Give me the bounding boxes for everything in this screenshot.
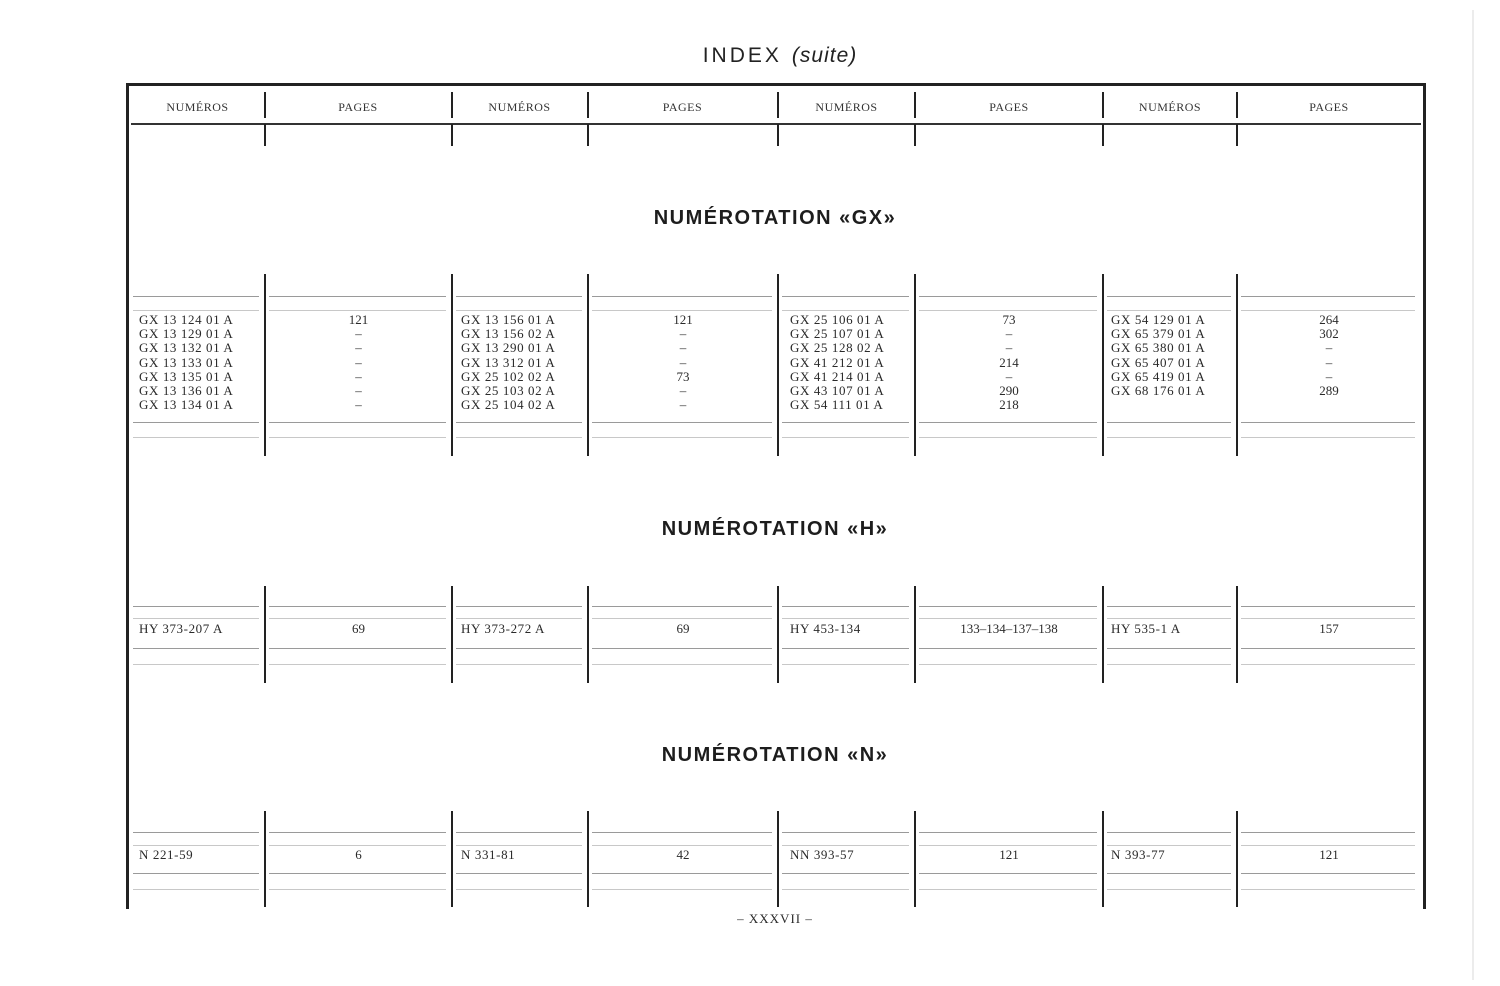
numeros-cell xyxy=(1111,622,1232,636)
row-rule xyxy=(133,648,259,649)
page-reference: – xyxy=(355,326,362,342)
row-rule xyxy=(919,889,1097,890)
row-rule xyxy=(782,889,909,890)
page-reference: – xyxy=(679,326,687,342)
row-rule xyxy=(456,422,582,423)
row-rule xyxy=(1107,422,1231,423)
page-reference: 69 xyxy=(352,621,365,636)
row-rule xyxy=(592,648,772,649)
header-column-stub xyxy=(451,124,453,146)
row-rule xyxy=(1107,664,1231,665)
part-number: N 221-59 xyxy=(139,847,194,862)
pages-cell xyxy=(1238,848,1420,862)
row-rule xyxy=(592,845,772,846)
page-reference: 290 xyxy=(999,383,1019,399)
row-rule xyxy=(1241,832,1415,833)
header-numeros-2: NUMÉROS xyxy=(488,100,551,114)
row-rule xyxy=(919,296,1097,297)
row-rule xyxy=(133,296,259,297)
pages-cell xyxy=(589,622,777,636)
row-rule xyxy=(592,889,772,890)
header-column-divider xyxy=(1102,92,1104,118)
page-reference: – xyxy=(1005,326,1013,342)
row-rule xyxy=(782,606,909,607)
page-reference: 218 xyxy=(999,397,1019,413)
numeros-cell xyxy=(139,848,260,862)
page-reference: 264 xyxy=(1319,312,1339,327)
column-divider xyxy=(1102,811,1104,907)
page-reference: 133–134–137–138 xyxy=(960,621,1058,636)
row-rule xyxy=(782,832,909,833)
part-number: GX 13 135 01 A xyxy=(139,368,234,384)
part-number: GX 54 129 01 A xyxy=(1111,312,1206,327)
row-rule xyxy=(919,873,1097,874)
row-rule xyxy=(919,437,1097,438)
row-rule xyxy=(269,648,446,649)
part-number: GX 13 134 01 A xyxy=(139,397,234,413)
row-rule xyxy=(1107,889,1231,890)
row-rule xyxy=(592,832,772,833)
header-pages-3: PAGES xyxy=(989,100,1029,114)
row-rule xyxy=(782,845,909,846)
row-rule xyxy=(1241,310,1415,311)
section-title: NUMÉROTATION «H» xyxy=(661,518,889,540)
header-numeros-4: NUMÉROS xyxy=(1138,100,1202,114)
row-rule xyxy=(1241,618,1415,619)
header-column-divider xyxy=(451,92,453,118)
pages-cell xyxy=(916,622,1102,636)
part-number: GX 13 136 01 A xyxy=(139,383,234,399)
pages-cell xyxy=(266,313,451,412)
row-rule xyxy=(1107,845,1231,846)
page-reference: – xyxy=(1005,368,1013,384)
row-rule xyxy=(269,664,446,665)
row-rule xyxy=(1241,648,1415,649)
part-number: GX 13 156 02 A xyxy=(461,326,556,342)
page-reference: – xyxy=(679,397,687,413)
row-rule xyxy=(1107,606,1231,607)
row-rule xyxy=(133,422,259,423)
part-number: GX 65 407 01 A xyxy=(1111,354,1206,370)
page-title xyxy=(0,44,1500,68)
row-rule xyxy=(782,422,909,423)
row-rule xyxy=(592,310,772,311)
part-number: GX 13 312 01 A xyxy=(461,354,556,370)
row-rule xyxy=(1107,648,1231,649)
row-rule xyxy=(592,422,772,423)
page-reference: – xyxy=(355,368,362,384)
part-number: GX 25 106 01 A xyxy=(790,312,885,327)
row-rule xyxy=(269,873,446,874)
row-rule xyxy=(592,618,772,619)
page-reference: 289 xyxy=(1319,383,1339,399)
row-rule xyxy=(1107,437,1231,438)
row-rule xyxy=(919,664,1097,665)
row-rule xyxy=(1241,873,1415,874)
row-rule xyxy=(1107,832,1231,833)
header-numeros-1: NUMÉROS xyxy=(166,100,229,114)
row-rule xyxy=(592,296,772,297)
page-reference: – xyxy=(1325,340,1333,356)
pages-cell xyxy=(1238,313,1420,398)
column-divider xyxy=(451,811,453,907)
pages-cell xyxy=(266,848,451,862)
column-divider xyxy=(777,811,779,907)
pages-cell xyxy=(589,848,777,862)
pages-cell xyxy=(916,313,1102,412)
row-rule xyxy=(269,310,446,311)
page-reference: 121 xyxy=(1319,847,1339,862)
numeros-cell xyxy=(1111,848,1232,862)
row-rule xyxy=(782,873,909,874)
part-number: HY 373-207 A xyxy=(139,621,223,636)
row-rule xyxy=(919,310,1097,311)
row-rule xyxy=(919,845,1097,846)
page-reference: – xyxy=(1325,368,1333,384)
column-divider xyxy=(777,274,779,456)
row-rule xyxy=(1107,618,1231,619)
part-number: GX 65 380 01 A xyxy=(1111,340,1206,356)
part-number: N 331-81 xyxy=(461,847,516,862)
row-rule xyxy=(919,422,1097,423)
row-rule xyxy=(456,606,582,607)
row-rule xyxy=(919,832,1097,833)
part-number: GX 65 419 01 A xyxy=(1111,368,1206,384)
row-rule xyxy=(456,437,582,438)
part-number: HY 373-272 A xyxy=(461,621,545,636)
row-rule xyxy=(133,437,259,438)
section-title: NUMÉROTATION «GX» xyxy=(653,207,897,229)
row-rule xyxy=(269,422,446,423)
part-number: N 393-77 xyxy=(1111,847,1166,862)
header-column-divider xyxy=(777,92,779,118)
pages-cell xyxy=(266,622,451,636)
page-reference: 121 xyxy=(999,847,1019,862)
page-reference: – xyxy=(679,340,687,356)
row-rule xyxy=(133,889,259,890)
row-rule xyxy=(782,310,909,311)
numeros-cell xyxy=(139,313,260,412)
row-rule xyxy=(456,618,582,619)
section-title: NUMÉROTATION «N» xyxy=(661,744,889,766)
header-column-stub xyxy=(777,124,779,146)
row-rule xyxy=(1241,664,1415,665)
row-rule xyxy=(1241,889,1415,890)
header-column-stub xyxy=(1236,124,1238,146)
part-number: GX 25 128 02 A xyxy=(790,340,885,356)
row-rule xyxy=(919,606,1097,607)
part-number: GX 41 214 01 A xyxy=(790,368,885,384)
page-edge-shadow xyxy=(1472,10,1474,980)
row-rule xyxy=(456,664,582,665)
numeros-cell xyxy=(461,622,583,636)
row-rule xyxy=(269,437,446,438)
row-rule xyxy=(1107,296,1231,297)
row-rule xyxy=(782,648,909,649)
row-rule xyxy=(456,310,582,311)
numeros-cell xyxy=(1111,313,1232,398)
part-number: GX 65 379 01 A xyxy=(1111,326,1206,342)
title-suffix: (suite) xyxy=(791,44,858,67)
row-rule xyxy=(1107,873,1231,874)
part-number: GX 41 212 01 A xyxy=(790,354,885,370)
row-rule xyxy=(269,296,446,297)
header-column-stub xyxy=(264,124,266,146)
header-column-divider xyxy=(587,92,589,118)
row-rule xyxy=(1241,437,1415,438)
numeros-cell xyxy=(139,622,260,636)
row-rule xyxy=(1241,296,1415,297)
row-rule xyxy=(269,606,446,607)
row-rule xyxy=(782,437,909,438)
part-number: GX 68 176 01 A xyxy=(1111,383,1206,399)
page-reference: 73 xyxy=(676,368,690,384)
header-pages-4: PAGES xyxy=(1309,100,1349,114)
header-column-stub xyxy=(1102,124,1104,146)
row-rule xyxy=(133,606,259,607)
page-reference: – xyxy=(679,383,687,399)
row-rule xyxy=(269,832,446,833)
part-number: GX 54 111 01 A xyxy=(790,397,884,413)
row-rule xyxy=(269,889,446,890)
numeros-cell xyxy=(461,313,583,412)
page-number-footer: – XXXVII – xyxy=(737,911,813,926)
row-rule xyxy=(919,618,1097,619)
row-rule xyxy=(1107,310,1231,311)
row-rule xyxy=(782,618,909,619)
row-rule xyxy=(592,606,772,607)
row-rule xyxy=(456,845,582,846)
page-reference: – xyxy=(355,397,362,413)
part-number: GX 25 104 02 A xyxy=(461,397,556,413)
column-divider xyxy=(1102,274,1104,456)
table-header xyxy=(131,90,1421,125)
part-number: GX 43 107 01 A xyxy=(790,383,885,399)
page-reference: – xyxy=(355,383,362,399)
part-number: GX 25 102 02 A xyxy=(461,368,556,384)
pages-cell xyxy=(916,848,1102,862)
part-number: GX 13 124 01 A xyxy=(139,312,234,327)
part-number: GX 13 132 01 A xyxy=(139,340,234,356)
part-number: HY 535-1 A xyxy=(1111,621,1181,636)
header-column-divider xyxy=(914,92,916,118)
page-reference: 69 xyxy=(676,621,690,636)
page-reference: – xyxy=(679,354,687,370)
page-reference: 42 xyxy=(676,847,690,862)
page-reference: 214 xyxy=(999,354,1019,370)
page-reference: 73 xyxy=(1002,312,1016,327)
numeros-cell xyxy=(461,848,583,862)
header-column-stub xyxy=(587,124,589,146)
page-reference: 302 xyxy=(1319,326,1339,342)
row-rule xyxy=(592,664,772,665)
row-rule xyxy=(1241,845,1415,846)
part-number: NN 393-57 xyxy=(790,847,855,862)
column-divider xyxy=(777,586,779,683)
numeros-cell xyxy=(790,313,910,412)
row-rule xyxy=(1241,422,1415,423)
row-rule xyxy=(269,845,446,846)
row-rule xyxy=(456,296,582,297)
row-rule xyxy=(456,873,582,874)
part-number: GX 13 129 01 A xyxy=(139,326,234,342)
page-reference: – xyxy=(1005,340,1013,356)
page-reference: 121 xyxy=(673,312,693,327)
part-number: GX 13 290 01 A xyxy=(461,340,556,356)
numeros-cell xyxy=(790,848,910,862)
row-rule xyxy=(133,310,259,311)
row-rule xyxy=(456,832,582,833)
row-rule xyxy=(782,664,909,665)
row-rule xyxy=(782,296,909,297)
page-reference: 157 xyxy=(1319,621,1339,636)
row-rule xyxy=(456,648,582,649)
column-divider xyxy=(451,274,453,456)
part-number: HY 453-134 xyxy=(790,621,861,636)
part-number: GX 25 107 01 A xyxy=(790,326,885,342)
row-rule xyxy=(592,873,772,874)
header-column-divider xyxy=(264,92,266,118)
column-divider xyxy=(1102,586,1104,683)
row-rule xyxy=(269,618,446,619)
pages-cell xyxy=(1238,622,1420,636)
title-text: INDEX xyxy=(702,44,782,67)
page-reference: – xyxy=(355,354,362,370)
row-rule xyxy=(133,873,259,874)
row-rule xyxy=(1241,606,1415,607)
row-rule xyxy=(133,618,259,619)
header-pages-2: PAGES xyxy=(662,100,703,114)
part-number: GX 13 133 01 A xyxy=(139,354,234,370)
row-rule xyxy=(133,832,259,833)
header-pages-1: PAGES xyxy=(338,100,378,114)
header-numeros-3: NUMÉROS xyxy=(815,100,878,114)
page-reference: – xyxy=(355,340,362,356)
numeros-cell xyxy=(790,622,910,636)
page-reference: – xyxy=(1325,354,1333,370)
header-column-stub xyxy=(914,124,916,146)
row-rule xyxy=(919,648,1097,649)
pages-cell xyxy=(589,313,777,412)
row-rule xyxy=(133,664,259,665)
part-number: GX 25 103 02 A xyxy=(461,383,556,399)
row-rule xyxy=(133,845,259,846)
part-number: GX 13 156 01 A xyxy=(461,312,556,327)
header-column-divider xyxy=(1236,92,1238,118)
row-rule xyxy=(592,437,772,438)
page-reference: 6 xyxy=(355,847,362,862)
page-reference: 121 xyxy=(348,312,369,327)
column-divider xyxy=(451,586,453,683)
row-rule xyxy=(456,889,582,890)
